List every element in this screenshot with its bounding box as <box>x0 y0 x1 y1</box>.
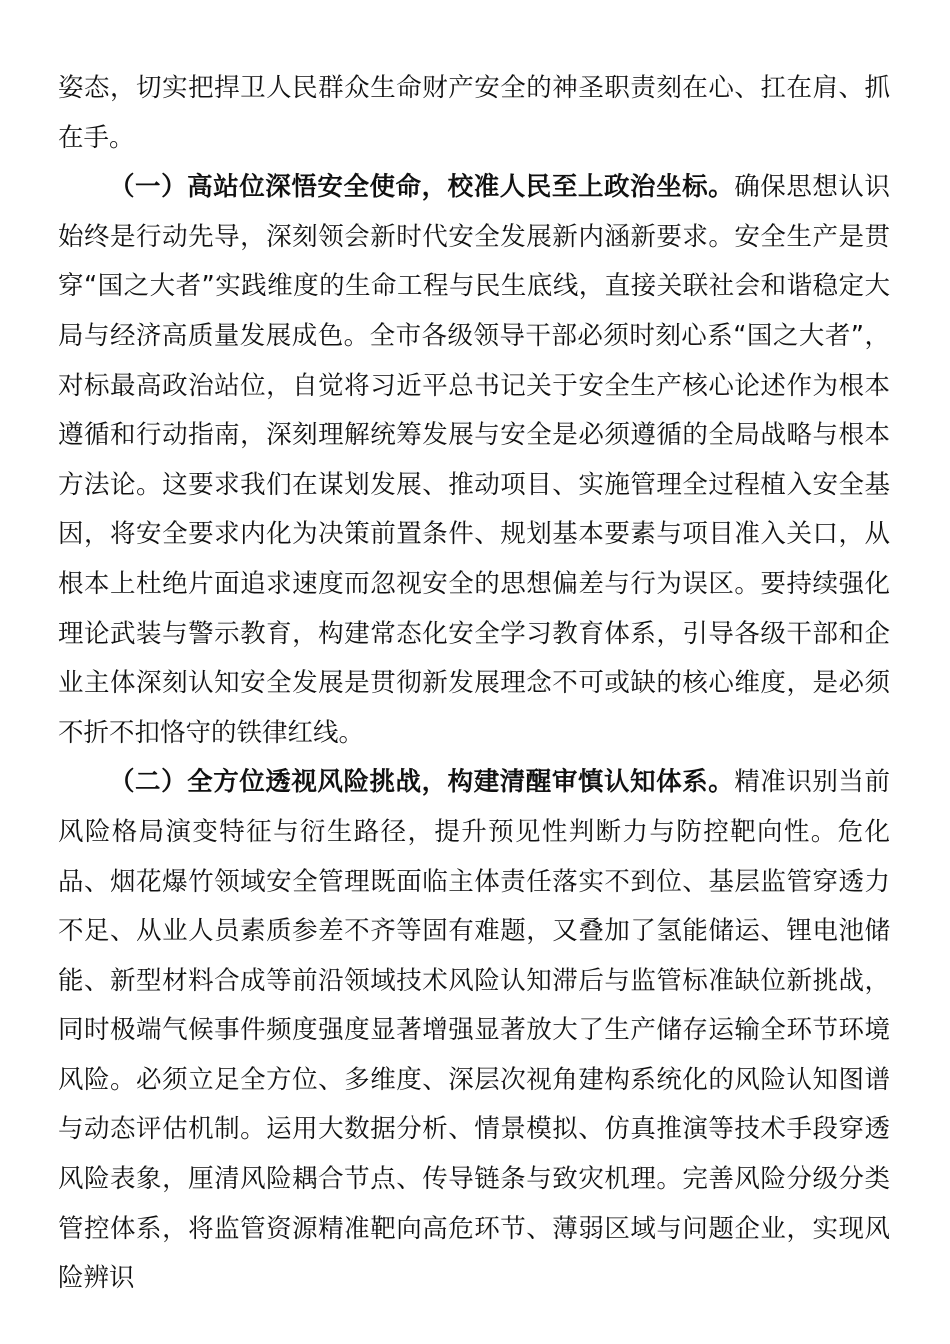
paragraph-continuation <box>58 64 890 163</box>
paragraph-body: 精准识别当前风险格局演变特征与衍生路径，提升预见性判断力与防控靶向性。危化品、烟花爆竹领域安全管理既面临主体责任落实不到位、基层监管穿透力不足、从业人员素质参差不齐等固有难题，又叠加了氢能储运、锂电池储能、新型材料合成等前沿领域技术风险认知滞后与监管标准缺位新挑战，同时极端气候事件频度强度显著增强显著放大了生产储存运输全环节环境风险。必须立足全方位、多维度、深层次视角建构系统化的风险认知图谱与动态评估机制。运用大数据分析、情景模拟、仿真推演等技术手段穿透风险表象，厘清风险耦合节点、传导链条与致灾机理。完善风险分级分类管控体系，将监管资源精准靶向高危环节、薄弱区域与问题企业，实现风险辨识 <box>58 767 890 1294</box>
paragraph-body: 确保思想认识始终是行动先导，深刻领会新时代安全发展新内涵新要求。安全生产是贯穿“国之大者”实践维度的生命工程与民生底线，直接关联社会和谐稳定大局与经济高质量发展成色。全市各级领导干部必须时刻心系“国之大者”，对标最高政治站位，自觉将习近平总书记关于安全生产核心论述作为根本遵循和行动指南，深刻理解统筹发展与安全是必须遵循的全局战略与根本方法论。这要求我们在谋划发展、推动项目、实施管理全过程植入安全基因，将安全要求内化为决策前置条件、规划基本要素与项目准入关口，从根本上杜绝片面追求速度而忽视安全的思想偏差与行为误区。要持续强化理论武装与警示教育，构建常态化安全学习教育体系，引导各级干部和企业主体深刻认知安全发展是贯彻新发展理念不可或缺的核心维度，是必须不折不扣恪守的铁律红线。 <box>58 172 890 748</box>
paragraph-body: 姿态，切实把捍卫人民群众生命财产安全的神圣职责刻在心、扛在肩、抓在手。 <box>58 73 890 153</box>
section-heading-1: （一）高站位深悟安全使命，校准人民至上政治坐标。 <box>109 172 735 203</box>
section-heading-2: （二）全方位透视风险挑战，构建清醒审慎认知体系。 <box>109 767 735 798</box>
paragraph-section-1 <box>58 163 890 758</box>
document-page <box>58 64 890 1304</box>
paragraph-section-2 <box>58 758 890 1304</box>
